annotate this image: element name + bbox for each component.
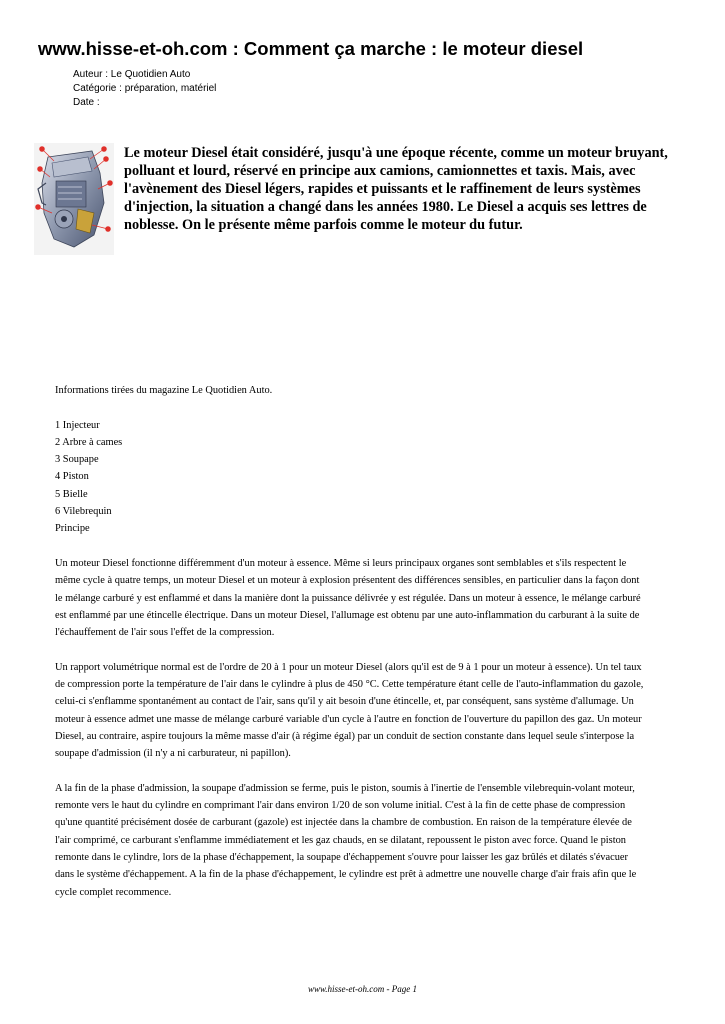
body-paragraph: Un rapport volumétrique normal est de l'ordre de 20 à 1 pour un moteur Diesel (alors qu'il est de 9 à 1 pour un moteur à essence). Un tel taux de compression porte la température de l'air dans le cylindre à plus de 450 °C. Cette température étant celle de l'auto-inflammation du gazole, celui-ci s'enflamme spontanément au contact de l'air, sans qu'il y ait besoin d'une étincelle, et, par conséquent, sans système d'allumage. Un moteur à essence admet une masse de mélange carburé variable d'un cycle à l'autre en fonction de l'ouverture du papillon des gaz. Un moteur Diesel, au contraire, aspire toujours la même masse d'air (à régime égal) par un conduit de section constante dans lequel seule s'interpose la soupape d'admission (il n'y a ni carburateur, ni papillon).	[55, 661, 644, 760]
body-paragraph: Un moteur Diesel fonctionne différemment d'un moteur à essence. Même si leurs principaux organes sont semblables et s'ils respectent le même cycle à quatre temps, un moteur Diesel et un moteur à explosion présentent des différences sensibles, en particulier dans la façon dont le mélange carburé y est enflammé et dans la manière dont la puissance délivrée y est régulée. Dans un moteur à essence, le mélange carburé est enflammé par une étincelle électrique. Dans un moteur Diesel, l'allumage est obtenu par une auto-inflammation du carburant à la suite de l'échauffement de l'air sous l'effet de la compression.	[55, 557, 641, 639]
date-line: Date :	[73, 97, 100, 108]
parts-list-item: 5 Bielle	[55, 488, 88, 500]
page-title: www.hisse-et-oh.com : Comment ça marche : le moteur diesel	[38, 38, 584, 59]
parts-list-item: 4 Piston	[55, 471, 89, 483]
article-meta	[73, 68, 216, 110]
body-paragraph: A la fin de la phase d'admission, la soupape d'admission se ferme, puis le piston, soumis à l'inertie de l'ensemble vilebrequin-volant moteur, remonte vers le haut du cylindre en comprimant l'air dans environ 1/20 de son volume initial. C'est à la fin de cette phase de compression qu'une quantité précisément dosée de carburant (gazole) est injectée dans la chambre de combustion. En raison de la température élevée de l'air comprimé, ce carburant s'enflamme immédiatement et les gaz chauds, en se dilatant, repoussent le piston avec force. Quand le piston remonte dans le cylindre, lors de la phase d'échappement, la soupape d'échappement s'ouvre pour laisser les gaz brûlés et dilatés s'évacuer dans le système d'échappement. A la fin de la phase d'échappement, le cylindre est prêt à admettre une nouvelle charge d'air frais afin que le cycle complet recommence.	[55, 782, 637, 898]
section-heading: Principe	[55, 523, 90, 535]
diesel-engine-diagram-icon	[34, 143, 114, 255]
parts-list-item: 6 Vilebrequin	[55, 506, 112, 518]
intro-paragraph: Le moteur Diesel était considéré, jusqu'à une époque récente, comme un moteur bruyant, polluant et lourd, réservé en principe aux camions, camionnettes et taxis. Mais, avec l'avènement des Diesel légers, rapides et puissants et le raffinement de leurs systèmes d'injection, la situation a changé dans les années 1980. Le Diesel a acquis ses lettres de noblesse. On le présente même parfois comme le moteur du futur.	[124, 145, 668, 233]
parts-list-item: 3 Soupape	[55, 454, 99, 466]
parts-list-item: 2 Arbre à cames	[55, 436, 123, 448]
page-footer: www.hisse-et-oh.com - Page 1	[307, 984, 418, 994]
article-body	[55, 382, 647, 901]
source-note: Informations tirées du magazine Le Quotidien Auto.	[55, 385, 273, 396]
author-line: Auteur : Le Quotidien Auto	[73, 69, 191, 80]
parts-list-item: 1 Injecteur	[55, 419, 100, 431]
category-line: Catégorie : préparation, matériel	[73, 83, 217, 94]
